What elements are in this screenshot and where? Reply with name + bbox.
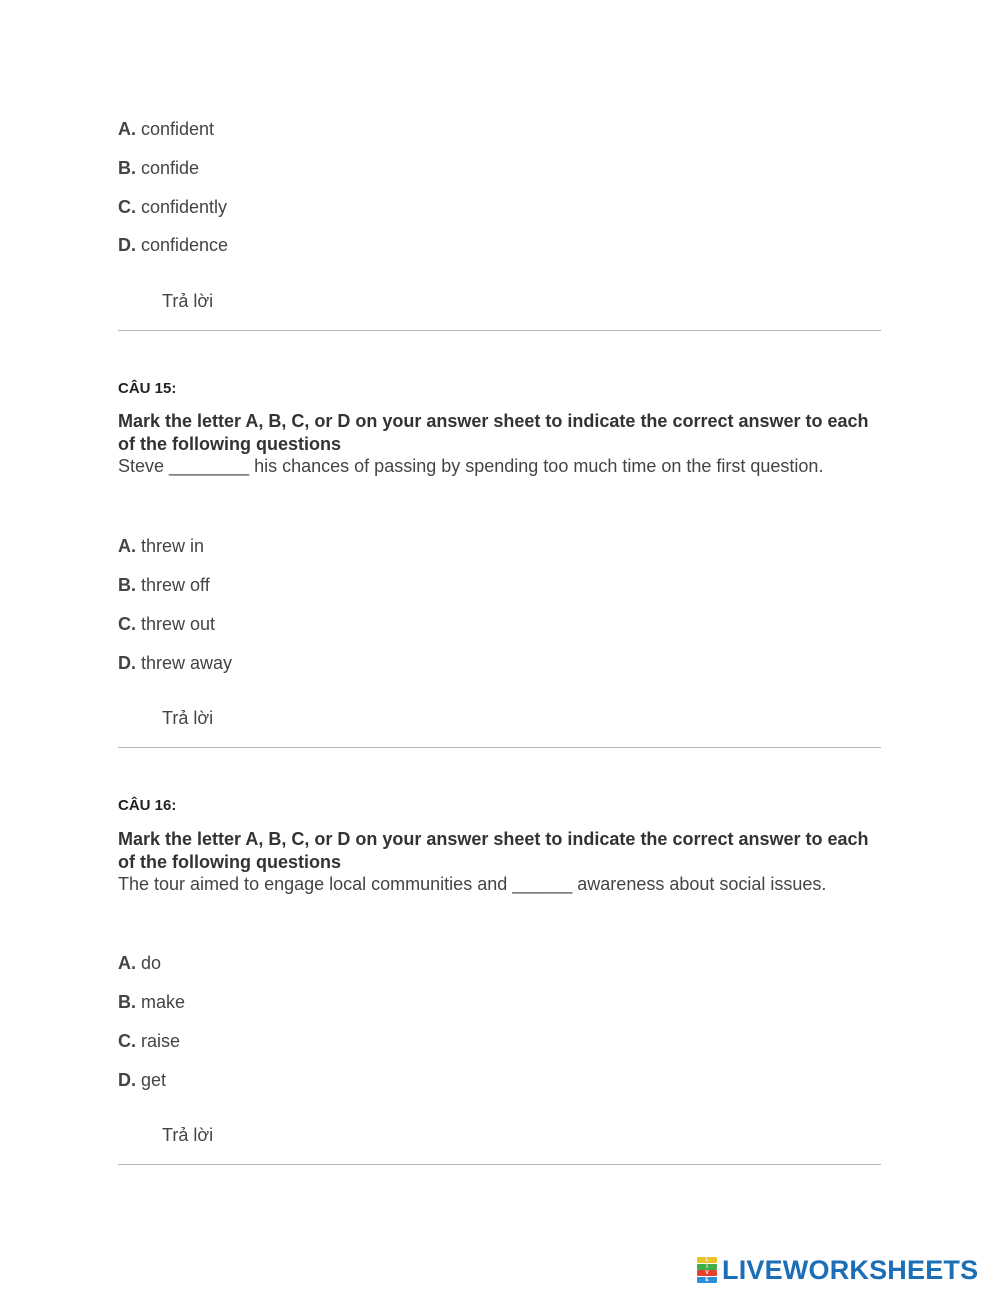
option-text: confide — [136, 158, 200, 178]
logo-block-i: I — [697, 1264, 717, 1270]
q15-stem: Steve ________ his chances of passing by spending too much time on the first question. — [118, 456, 824, 476]
q16-prompt — [118, 828, 883, 896]
q16-option-a[interactable] — [118, 952, 161, 974]
q15-divider — [118, 747, 881, 748]
option-letter: A. — [118, 536, 136, 556]
q15-option-a[interactable] — [118, 535, 204, 557]
q16-divider — [118, 1164, 881, 1165]
option-text: make — [136, 992, 186, 1012]
q16-instruction: Mark the letter A, B, C, or D on your answer sheet to indicate the correct answer to each of the following questions — [118, 829, 869, 872]
option-letter: C. — [118, 1031, 136, 1051]
liveworksheets-logo-text: LIVEWORKSHEETS — [722, 1255, 979, 1285]
option-letter: D. — [118, 235, 136, 255]
option-letter: D. — [118, 653, 136, 673]
option-text: confidence — [136, 235, 229, 255]
q16-number: CÂU 16: — [118, 797, 177, 814]
q15-option-b[interactable] — [118, 574, 210, 596]
q15-prompt — [118, 410, 883, 478]
option-text: confidently — [136, 197, 228, 217]
q14-divider — [118, 330, 881, 331]
q14-option-d[interactable] — [118, 234, 228, 256]
option-letter: C. — [118, 197, 136, 217]
q15-option-d[interactable] — [118, 652, 232, 674]
q14-option-a[interactable] — [118, 118, 214, 140]
logo-block-e: E — [697, 1277, 717, 1283]
q16-option-b[interactable] — [118, 991, 185, 1013]
option-letter: A. — [118, 953, 136, 973]
q16-stem: The tour aimed to engage local communities and ______ awareness about social issues. — [118, 874, 827, 894]
option-letter: C. — [118, 614, 136, 634]
option-letter: B. — [118, 992, 136, 1012]
option-text: get — [136, 1070, 167, 1090]
q14-answer-link[interactable]: Trả lời — [162, 291, 214, 311]
option-text: threw out — [136, 614, 216, 634]
option-letter: A. — [118, 119, 136, 139]
option-text: confident — [136, 119, 215, 139]
option-text: threw away — [136, 653, 233, 673]
logo-block-l: L — [697, 1257, 717, 1263]
q15-answer-link[interactable]: Trả lời — [162, 708, 214, 728]
q16-answer-link[interactable]: Trả lời — [162, 1125, 214, 1145]
q14-option-b[interactable] — [118, 157, 199, 179]
option-letter: B. — [118, 158, 136, 178]
q16-option-d[interactable] — [118, 1069, 166, 1091]
option-text: do — [136, 953, 162, 973]
liveworksheets-logo[interactable] — [697, 1256, 978, 1284]
option-text: threw in — [136, 536, 205, 556]
option-letter: B. — [118, 575, 136, 595]
q15-instruction: Mark the letter A, B, C, or D on your answer sheet to indicate the correct answer to each of the following questions — [118, 411, 869, 454]
q14-option-c[interactable] — [118, 196, 227, 218]
logo-block-v: V — [697, 1270, 717, 1276]
liveworksheets-logo-icon — [697, 1257, 719, 1283]
q15-option-c[interactable] — [118, 613, 215, 635]
option-text: threw off — [136, 575, 210, 595]
q15-number: CÂU 15: — [118, 380, 177, 397]
option-letter: D. — [118, 1070, 136, 1090]
option-text: raise — [136, 1031, 181, 1051]
q16-option-c[interactable] — [118, 1030, 180, 1052]
